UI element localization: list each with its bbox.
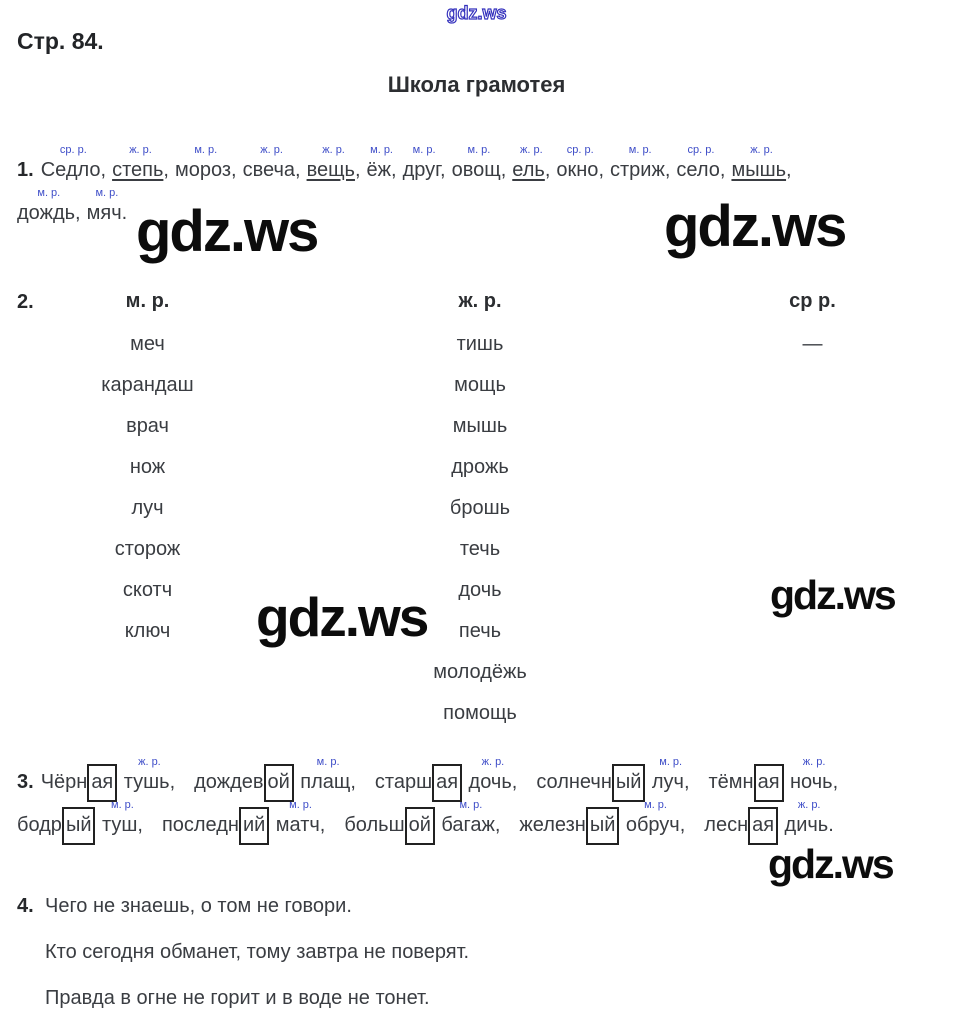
word: туш bbox=[101, 814, 138, 836]
punctuation: , bbox=[391, 159, 397, 181]
site-watermark: gdz.ws bbox=[770, 572, 895, 618]
punctuation: , bbox=[75, 202, 81, 224]
gender-annotation: м. р. bbox=[644, 799, 667, 811]
word-line bbox=[17, 200, 81, 226]
punctuation: , bbox=[354, 159, 361, 181]
word: мяч bbox=[86, 202, 122, 224]
gender-table-cell: печь bbox=[458, 620, 502, 642]
exercise-3-line bbox=[17, 756, 953, 795]
adjective-noun-phrase bbox=[519, 799, 691, 838]
adjective-ending-box: ой bbox=[405, 807, 435, 845]
gender-annotation: ж. р. bbox=[797, 799, 821, 811]
adjective-stem: больш bbox=[344, 814, 405, 836]
word-line bbox=[556, 157, 604, 183]
punctuation: , bbox=[169, 771, 176, 793]
gender-annotation: м. р. bbox=[467, 144, 491, 156]
proverb-line: Правда в огне не горит и в воде не тонет. bbox=[45, 987, 430, 1009]
word-token bbox=[652, 756, 690, 795]
gender-annotation: м. р. bbox=[459, 799, 483, 811]
word: Седло bbox=[40, 159, 101, 181]
word-token bbox=[469, 756, 518, 795]
word-line bbox=[790, 769, 838, 795]
word-token bbox=[175, 144, 237, 183]
word-token bbox=[41, 144, 106, 183]
exercise-1-line bbox=[17, 144, 953, 183]
word-token bbox=[785, 799, 834, 838]
word-line bbox=[243, 157, 301, 183]
word-token bbox=[276, 799, 326, 838]
gender-annotation: м. р. bbox=[111, 799, 134, 811]
adjective-stem: Чёрн bbox=[40, 771, 88, 793]
word-line bbox=[652, 769, 690, 795]
page-number-label: Стр. 84. bbox=[17, 28, 104, 54]
word: овощ bbox=[451, 159, 501, 181]
exercise-3-line bbox=[17, 799, 953, 838]
exercise-4 bbox=[17, 893, 937, 1031]
punctuation: , bbox=[511, 771, 518, 793]
gender-annotation: м. р. bbox=[194, 144, 218, 156]
word: тушь bbox=[123, 771, 170, 793]
punctuation: . bbox=[121, 202, 128, 224]
word-line bbox=[626, 812, 685, 838]
word: ёж bbox=[366, 159, 392, 181]
gender-table-cell: дрожь bbox=[451, 456, 509, 478]
gender-annotation: ж. р. bbox=[129, 144, 152, 156]
punctuation: , bbox=[679, 814, 686, 836]
adjective-ending-box: ая bbox=[748, 807, 778, 845]
exercise-3 bbox=[17, 756, 953, 842]
gender-table-cell: тишь bbox=[456, 333, 504, 355]
adjective-noun-phrase bbox=[162, 799, 331, 838]
punctuation: , bbox=[664, 159, 671, 181]
gender-table bbox=[15, 282, 945, 734]
word-token bbox=[610, 144, 670, 183]
gender-table-cell: луч bbox=[131, 497, 164, 519]
adjective-noun-phrase bbox=[704, 799, 840, 838]
adjective-ending-box: ая bbox=[432, 764, 462, 802]
gender-annotation: ср. р. bbox=[687, 144, 715, 156]
word: багаж bbox=[441, 814, 495, 836]
gender-table-cell: течь bbox=[459, 538, 501, 560]
punctuation: , bbox=[295, 159, 301, 181]
punctuation: , bbox=[319, 814, 326, 836]
gender-table-cell: ключ bbox=[124, 620, 171, 642]
word-token bbox=[512, 144, 550, 183]
exercise-2 bbox=[15, 282, 945, 734]
adjective-stem: старш bbox=[374, 771, 433, 793]
word: степь bbox=[112, 159, 164, 181]
gender-annotation: ж. р. bbox=[481, 756, 505, 768]
adjective-stem: бодр bbox=[17, 814, 62, 836]
adjective-noun-phrase bbox=[375, 756, 523, 795]
word-token bbox=[441, 799, 500, 838]
punctuation: , bbox=[137, 814, 143, 836]
word: обруч bbox=[625, 814, 680, 836]
gender-annotation: м. р. bbox=[289, 799, 312, 811]
word-token bbox=[676, 144, 725, 183]
gender-annotation: ж. р. bbox=[750, 144, 773, 156]
word: ночь bbox=[790, 771, 833, 793]
gender-annotation: м. р. bbox=[659, 756, 683, 768]
adjective-stem: лесн bbox=[704, 814, 749, 836]
site-watermark: gdz.ws bbox=[136, 199, 318, 264]
word-line bbox=[512, 157, 550, 183]
word-line bbox=[452, 157, 507, 183]
gender-table-cell: скотч bbox=[122, 579, 173, 601]
word-line bbox=[41, 157, 106, 183]
punctuation: , bbox=[231, 159, 237, 181]
page-title: Школа грамотея bbox=[387, 72, 566, 97]
word-token bbox=[731, 144, 791, 183]
word: луч bbox=[651, 771, 684, 793]
word-line bbox=[469, 769, 518, 795]
site-watermark-outline: gdz.ws bbox=[446, 3, 507, 23]
adjective-ending-box: ый bbox=[586, 807, 620, 845]
adjective-noun-phrase bbox=[17, 799, 149, 838]
word-token bbox=[403, 144, 446, 183]
gender-annotation: м. р. bbox=[370, 144, 393, 156]
exercise-4-number: 4. bbox=[17, 895, 34, 917]
word: плащ bbox=[300, 771, 351, 793]
word-line bbox=[112, 157, 169, 183]
word-line bbox=[403, 157, 446, 183]
gender-table-cell: — bbox=[802, 333, 823, 355]
word: село bbox=[676, 159, 720, 181]
word-token bbox=[556, 144, 604, 183]
word-token bbox=[626, 799, 685, 838]
punctuation: , bbox=[719, 159, 726, 181]
gender-annotation: м. р. bbox=[628, 144, 652, 156]
gender-annotation: ж. р. bbox=[322, 144, 345, 156]
word-line bbox=[175, 157, 237, 183]
word-line bbox=[731, 157, 791, 183]
gender-table-cell: помощь bbox=[443, 702, 517, 724]
word-token bbox=[243, 144, 301, 183]
word: вещь bbox=[306, 159, 355, 181]
gender-table-cell: мышь bbox=[452, 415, 508, 437]
gender-table-column bbox=[280, 282, 680, 734]
word: ель bbox=[512, 159, 545, 181]
word-line bbox=[785, 812, 834, 838]
adjective-noun-phrase bbox=[41, 756, 181, 795]
exercise-3-number: 3. bbox=[17, 771, 34, 793]
adjective-stem: тёмн bbox=[708, 771, 754, 793]
word: дочь bbox=[468, 771, 512, 793]
word: матч bbox=[275, 814, 320, 836]
gender-table-header: ж. р. bbox=[458, 290, 502, 312]
gender-annotation: м. р. bbox=[316, 756, 340, 768]
gender-annotation: ср. р. bbox=[59, 144, 87, 156]
gender-annotation: м. р. bbox=[412, 144, 436, 156]
gender-annotation: м. р. bbox=[95, 187, 119, 199]
gender-table-header: ср р. bbox=[789, 290, 836, 312]
adjective-ending-box: ый bbox=[62, 807, 96, 845]
punctuation: . bbox=[828, 814, 834, 836]
site-watermark: gdz.ws bbox=[664, 194, 846, 259]
gender-table-cell: молодёжь bbox=[433, 661, 527, 683]
adjective-ending-box: ая bbox=[754, 764, 784, 802]
gender-table-cell: карандаш bbox=[101, 374, 194, 396]
word-token bbox=[124, 756, 175, 795]
word-token bbox=[367, 144, 397, 183]
adjective-noun-phrase bbox=[194, 756, 362, 795]
gender-table-cell: меч bbox=[130, 333, 165, 355]
word-line bbox=[367, 157, 397, 183]
word-line bbox=[307, 157, 361, 183]
adjective-noun-phrase bbox=[709, 756, 845, 795]
adjective-ending-box: ой bbox=[264, 764, 294, 802]
adjective-stem: дождев bbox=[194, 771, 264, 793]
punctuation: , bbox=[544, 159, 551, 181]
punctuation: , bbox=[598, 159, 604, 181]
punctuation: , bbox=[786, 159, 792, 181]
adjective-stem: железн bbox=[519, 814, 586, 836]
gender-table-column bbox=[680, 282, 945, 734]
proverb-line: 4. Чего не знаешь, о том не говори. bbox=[17, 893, 937, 920]
site-watermark: gdz.ws bbox=[768, 841, 893, 887]
word: дождь bbox=[17, 202, 76, 224]
word-line bbox=[610, 157, 670, 183]
exercise-2-number: 2. bbox=[17, 291, 34, 313]
adjective-noun-phrase bbox=[536, 756, 695, 795]
word-token bbox=[87, 187, 128, 226]
word-line bbox=[124, 769, 175, 795]
word-line bbox=[102, 812, 143, 838]
punctuation: , bbox=[832, 771, 839, 793]
punctuation: , bbox=[350, 771, 356, 793]
gender-annotation: м. р. bbox=[37, 187, 61, 199]
gender-annotation: ж. р. bbox=[520, 144, 543, 156]
gender-annotation: ж. р. bbox=[802, 756, 826, 768]
exercise-1-number: 1. bbox=[17, 159, 34, 181]
punctuation: , bbox=[440, 159, 446, 181]
gender-table-cell: брошь bbox=[449, 497, 511, 519]
word-token bbox=[17, 187, 81, 226]
gender-table-column bbox=[15, 282, 280, 734]
adjective-ending-box: ий bbox=[239, 807, 269, 845]
adjective-stem: солнечн bbox=[536, 771, 612, 793]
punctuation: , bbox=[100, 159, 107, 181]
gender-table-cell: мощь bbox=[454, 374, 506, 396]
word-token bbox=[452, 144, 507, 183]
adjective-ending-box: ый bbox=[612, 764, 646, 802]
gender-annotation: ж. р. bbox=[138, 756, 161, 768]
word: стриж bbox=[610, 159, 665, 181]
word-token bbox=[102, 799, 143, 838]
word: свеча bbox=[242, 159, 295, 181]
word-line bbox=[87, 200, 128, 226]
word: мышь bbox=[731, 159, 787, 181]
punctuation: , bbox=[163, 159, 169, 181]
gender-annotation: ж. р. bbox=[260, 144, 283, 156]
word-line bbox=[676, 157, 725, 183]
adjective-stem: последн bbox=[161, 814, 239, 836]
word-line bbox=[300, 769, 356, 795]
word-line bbox=[441, 812, 500, 838]
adjective-ending-box: ая bbox=[87, 764, 117, 802]
exercise-1-line bbox=[17, 187, 953, 226]
punctuation: , bbox=[500, 159, 507, 181]
adjective-noun-phrase bbox=[344, 799, 506, 838]
word-line bbox=[276, 812, 326, 838]
word-token bbox=[112, 144, 169, 183]
exercise-1 bbox=[17, 144, 953, 230]
gender-table-cell: сторож bbox=[114, 538, 181, 560]
gender-annotation: ср. р. bbox=[566, 144, 594, 156]
proverb-line: Кто сегодня обманет, тому завтра не поверят. bbox=[45, 941, 470, 963]
punctuation: , bbox=[683, 771, 690, 793]
word: мороз bbox=[174, 159, 232, 181]
word-token bbox=[790, 756, 838, 795]
punctuation: , bbox=[494, 814, 501, 836]
word-token bbox=[307, 144, 361, 183]
word: друг bbox=[402, 159, 441, 181]
word-token bbox=[300, 756, 356, 795]
gender-table-cell: врач bbox=[126, 415, 169, 437]
site-watermark: gdz.ws bbox=[256, 586, 428, 648]
word: дичь bbox=[784, 814, 829, 836]
gender-table-cell: дочь bbox=[458, 579, 502, 601]
gender-table-header: м. р. bbox=[125, 290, 170, 312]
gender-table-cell: нож bbox=[129, 456, 166, 478]
word: окно bbox=[556, 159, 599, 181]
